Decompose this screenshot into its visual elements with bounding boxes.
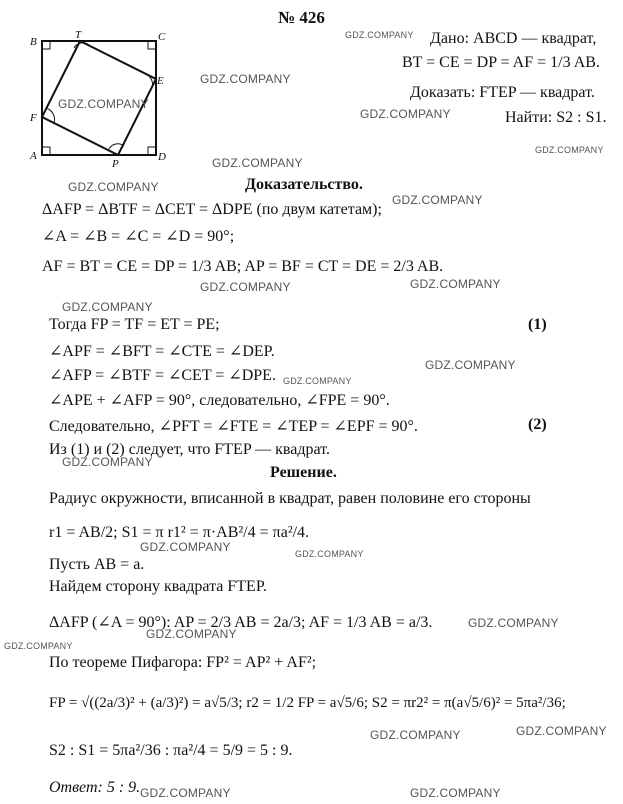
watermark: GDZ.COMPANY (283, 376, 352, 386)
watermark: GDZ.COMPANY (62, 300, 153, 314)
label-d: D (158, 151, 166, 163)
watermark: GDZ.COMPANY (516, 724, 607, 738)
given-line-1: Дано: ABCD — квадрат, (430, 30, 597, 47)
watermark: GDZ.COMPANY (370, 728, 461, 742)
label-b: B (30, 36, 37, 48)
watermark: GDZ.COMPANY (295, 549, 364, 559)
solution-line: FP = √((2a/3)² + (a/3)²) = a√5/3; r2 = 1/2 FP = a√5/6; S2 = πr2² = π(a√5/6)² = 5πa²/36; (49, 695, 566, 711)
watermark: GDZ.COMPANY (140, 540, 231, 554)
proof-line: AF = BT = CE = DP = 1/3 AB; AP = BF = CT = DE = 2/3 AB. (42, 258, 444, 275)
watermark: GDZ.COMPANY (468, 616, 559, 630)
watermark: GDZ.COMPANY (4, 641, 73, 651)
angle-mark-d (148, 147, 156, 155)
label-e: E (157, 75, 164, 87)
answer: Ответ: 5 : 9. (49, 779, 141, 796)
watermark: GDZ.COMPANY (58, 97, 149, 111)
equation-mark-1: (1) (528, 316, 547, 333)
solution-line: По теореме Пифагора: FP² = AP² + AF²; (49, 654, 317, 671)
equation-mark-2: (2) (528, 416, 547, 433)
problem-number: № 426 (278, 8, 325, 27)
watermark: GDZ.COMPANY (535, 145, 604, 155)
solution-line: Найдем сторону квадрата FTEP. (49, 578, 267, 595)
given-line-2: BT = CE = DP = AF = 1/3 AB. (402, 54, 600, 71)
proof-line: ∠A = ∠B = ∠C = ∠D = 90°; (42, 228, 235, 245)
angle-mark-c (148, 41, 156, 49)
arc-e (144, 73, 153, 88)
proof-line: Следовательно, ∠PFT = ∠FTE = ∠TEP = ∠EPF = 90°. (49, 418, 418, 435)
label-t: T (75, 30, 82, 41)
proof-line: Из (1) и (2) следует, что FTEP — квадрат. (49, 441, 330, 458)
solution-line: S2 : S1 = 5πa²/36 : πa²/4 = 5/9 = 5 : 9. (49, 742, 293, 759)
watermark: GDZ.COMPANY (345, 30, 414, 40)
label-f: F (30, 112, 37, 124)
watermark: GDZ.COMPANY (410, 786, 501, 800)
solution-heading: Решение. (270, 464, 337, 481)
solution-line: Радиус окружности, вписанной в квадрат, равен половине его стороны (49, 490, 531, 507)
watermark: GDZ.COMPANY (392, 193, 483, 207)
given-line-3: Доказать: FTEP — квадрат. (410, 84, 595, 101)
watermark: GDZ.COMPANY (200, 72, 291, 86)
solution-line: r1 = AB/2; S1 = π r1² = π·AB²/4 = πa²/4. (49, 524, 310, 541)
watermark: GDZ.COMPANY (425, 358, 516, 372)
angle-mark-b (42, 41, 50, 49)
solution-line: ΔAFP (∠A = 90°): AP = 2/3 AB = 2a/3; AF = 1/3 AB = a/3. (49, 614, 433, 631)
label-a: A (30, 150, 37, 162)
watermark: GDZ.COMPANY (146, 627, 237, 641)
watermark: GDZ.COMPANY (360, 107, 451, 121)
watermark: GDZ.COMPANY (140, 786, 231, 800)
proof-line: ∠APE + ∠AFP = 90°, следовательно, ∠FPE = 90°. (49, 392, 390, 409)
label-p: P (112, 158, 119, 168)
proof-line: ∠APF = ∠BFT = ∠CTE = ∠DEP. (49, 343, 275, 360)
solution-line: Пусть AB = a. (49, 556, 145, 573)
proof-line: Тогда FP = TF = ET = PE; (49, 316, 220, 333)
watermark: GDZ.COMPANY (68, 180, 159, 194)
watermark: GDZ.COMPANY (212, 156, 303, 170)
watermark: GDZ.COMPANY (410, 277, 501, 291)
proof-line: ΔAFP = ΔBTF = ΔCET = ΔDPE (по двум катетам); (42, 201, 382, 218)
proof-line: ∠AFP = ∠BTF = ∠CET = ∠DPE. (49, 367, 276, 384)
proof-heading: Доказательство. (245, 176, 363, 193)
watermark: GDZ.COMPANY (200, 280, 291, 294)
angle-mark-a (42, 147, 50, 155)
watermark: GDZ.COMPANY (62, 455, 153, 469)
label-c: C (158, 31, 166, 43)
given-line-4: Найти: S2 : S1. (505, 109, 607, 126)
